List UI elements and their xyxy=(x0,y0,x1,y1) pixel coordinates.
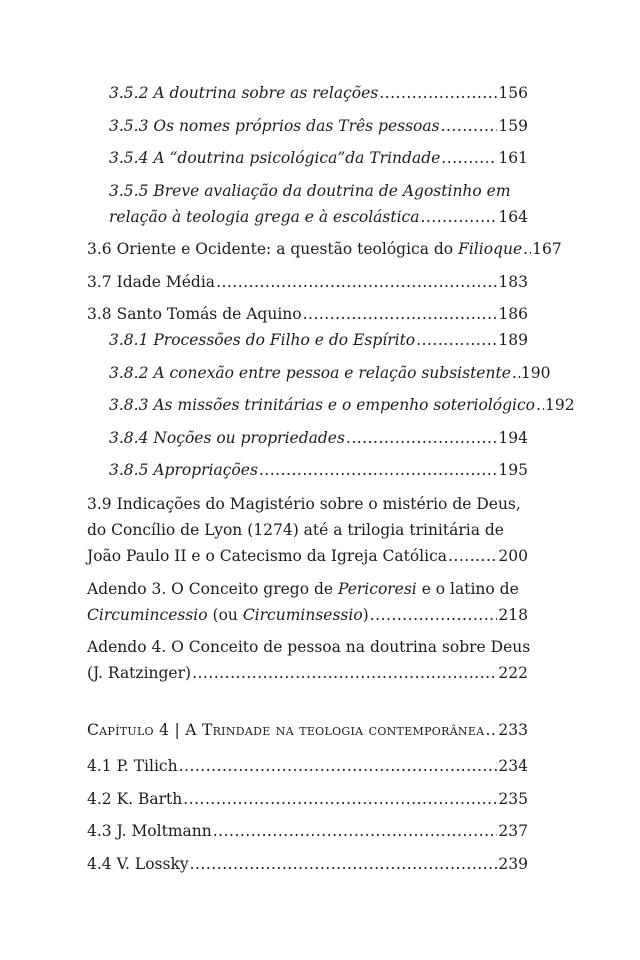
toc-entry-3-8-1: 3.8.1 Processões do Filho e do Espírito ..... 189 xyxy=(87,327,528,353)
toc-chapter-4: Capítulo 4 | A Trindade na teologia contemporânea ..... 233 xyxy=(87,717,528,743)
page-number: 183 xyxy=(498,272,528,291)
page-number: 192 xyxy=(545,396,575,414)
page-number: 233 xyxy=(498,721,528,739)
table-of-contents xyxy=(87,80,575,877)
page-number: 194 xyxy=(498,428,528,447)
page-number: 237 xyxy=(498,822,528,840)
page-number: 156 xyxy=(498,84,528,102)
toc-entry-3-6: 3.6 Oriente e Ocidente: a questão teológica do Filioque ..... 167 xyxy=(87,236,528,262)
page-number: 167 xyxy=(532,240,562,258)
page-number: 186 xyxy=(498,305,528,323)
page-number: 189 xyxy=(498,331,528,349)
toc-entry-4-1: 4.1 P. Tilich ..... 234 xyxy=(87,753,528,779)
toc-entry-adendo-3: Adendo 3. O Conceito grego de Pericoresi e o latino de Circumincessio (ou Circuminsessio) ..... 218 xyxy=(87,576,528,628)
dot-leader xyxy=(190,851,498,877)
toc-entry-3-5-4: 3.5.4 A “doutrina psicológica”da Trindade ..... 161 xyxy=(87,145,528,171)
dot-leader xyxy=(523,236,531,262)
dot-leader xyxy=(420,204,497,230)
dot-leader xyxy=(346,425,498,451)
toc-entry-4-2: 4.2 K. Barth ..... 235 xyxy=(87,786,528,812)
dot-leader xyxy=(259,457,498,483)
toc-entry-3-8-4: 3.8.4 Noções ou propriedades ..... 194 xyxy=(87,425,528,451)
dot-leader xyxy=(448,543,497,569)
dot-leader xyxy=(183,786,497,812)
dot-leader xyxy=(536,392,544,418)
dot-leader xyxy=(441,113,498,139)
page-number: 222 xyxy=(498,664,528,682)
toc-entry-3-5-3: 3.5.3 Os nomes próprios das Três pessoas ..... 159 xyxy=(87,113,528,139)
dot-leader xyxy=(216,269,497,295)
page-number: 161 xyxy=(498,149,528,167)
page-number: 195 xyxy=(498,461,528,479)
page-number: 159 xyxy=(498,116,528,135)
dot-leader xyxy=(485,717,497,743)
toc-entry-3-8-3: 3.8.3 As missões trinitárias e o empenho soteriológico ..... 192 xyxy=(87,392,528,418)
page-number: 190 xyxy=(520,363,551,382)
toc-entry-3-9: 3.9 Indicações do Magistério sobre o mistério de Deus, do Concílio de Lyon (1274) até a trilogia trinitária de João Paulo II e o Catecismo da Igreja Católica ..... 200 xyxy=(87,491,528,569)
dot-leader xyxy=(379,80,497,106)
page-number: 200 xyxy=(498,547,528,565)
page-number: 234 xyxy=(498,757,528,775)
toc-entry-3-8-2: 3.8.2 A conexão entre pessoa e relação subsistente ..... 190 xyxy=(87,360,528,386)
toc-entry-3-8-5: 3.8.5 Apropriações ..... 195 xyxy=(87,457,528,483)
dot-leader xyxy=(192,660,497,686)
dot-leader xyxy=(441,145,497,171)
toc-entry-3-7: 3.7 Idade Média ..... 183 xyxy=(87,269,528,295)
dot-leader xyxy=(512,360,520,386)
page-number: 164 xyxy=(498,207,528,226)
toc-entry-3-5-5: 3.5.5 Breve avaliação da doutrina de Agostinho em relação à teologia grega e à escolástica ..... 164 xyxy=(87,178,528,230)
dot-leader xyxy=(213,818,498,844)
dot-leader xyxy=(370,602,498,628)
toc-entry-3-5-2: 3.5.2 A doutrina sobre as relações ..... 156 xyxy=(87,80,528,106)
toc-entry-4-3: 4.3 J. Moltmann ..... 237 xyxy=(87,818,528,844)
toc-entry-4-4: 4.4 V. Lossky ..... 239 xyxy=(87,851,528,877)
dot-leader xyxy=(303,301,498,327)
page-number: 235 xyxy=(498,789,528,808)
toc-entry-adendo-4: Adendo 4. O Conceito de pessoa na doutrina sobre Deus (J. Ratzinger) ..... 222 xyxy=(87,634,528,686)
page-number: 239 xyxy=(498,854,528,873)
toc-entry-3-8: 3.8 Santo Tomás de Aquino ..... 186 xyxy=(87,301,528,327)
dot-leader xyxy=(416,327,497,353)
page-number: 218 xyxy=(498,605,528,624)
dot-leader xyxy=(179,753,498,779)
